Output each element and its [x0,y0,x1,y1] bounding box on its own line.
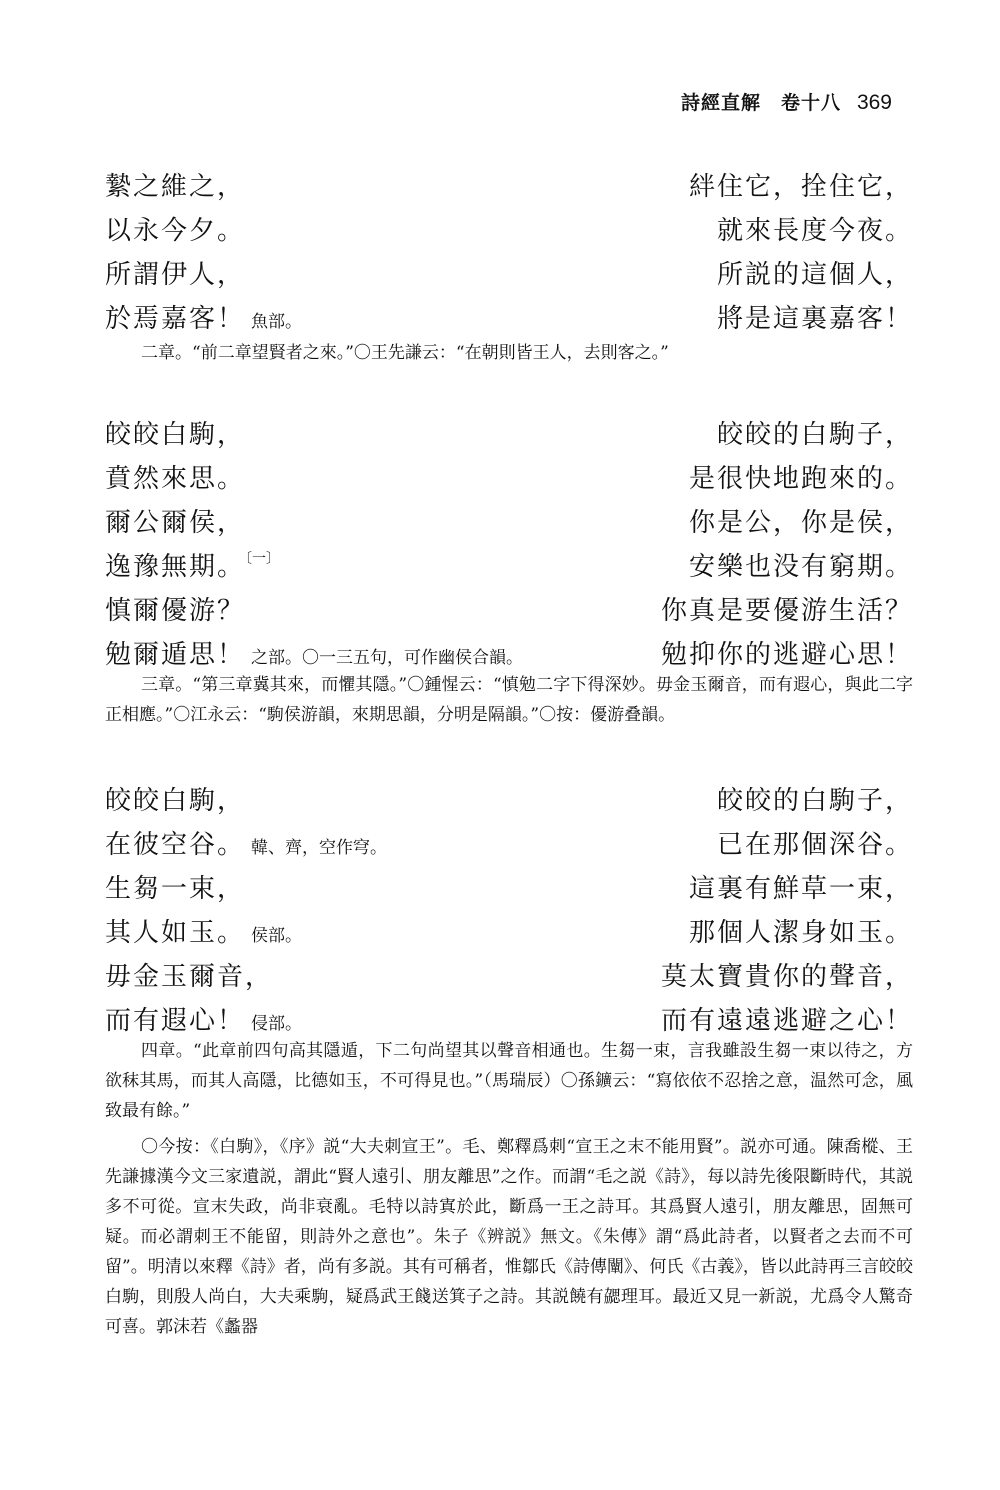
original-text: 勉爾遁思！ 之部。〇一三五句，可作幽侯合韻。 [105,640,524,670]
stanza-4 [105,780,913,1044]
commentary-paragraph: 二章。“前二章望賢者之來。”〇王先謙云：“在朝則皆王人，去則客之。” [141,343,669,363]
rhyme-note: 侯部。 [251,926,303,946]
commentary-3 [105,670,913,736]
translation-text: 將是這裏嘉客！ [716,304,913,334]
running-title: 詩經直解 卷十八 [680,92,841,114]
verse-line [105,166,913,210]
original-text: 逸豫無期。$^{〔一〕}$ [105,551,281,582]
translation-text: 皎皎的白駒子， [716,420,913,450]
original-text: 所謂伊人， [105,260,246,290]
translation-text: 就來長度今夜。 [716,216,913,246]
translation-text: 皎皎的白駒子， [716,786,913,816]
verse-line [105,868,913,912]
translation-text: 這裏有鮮草一束， [688,874,913,904]
page-header [681,88,892,115]
verse-line [105,298,913,342]
translation-text: 你真是要優游生活？ [660,596,913,626]
translation-text: 勉抑你的逃避心思！ [660,640,913,670]
verse-line [105,590,913,634]
verse-line [105,254,913,298]
stanza-2 [105,166,913,342]
original-text: 毋金玉爾音， [105,962,274,992]
page-number: 369 [856,91,892,114]
commentary-paragraph: 三章。“第三章冀其來，而懼其隱。”〇鍾惺云：“慎勉二字下得深妙。毋金玉爾音，而有遐心，與此二字正相應。”〇江永云：“駒侯游韻，來期思韻，分明是隔韻。”〇按：優游叠韻。 [105,675,913,725]
verse-line [105,912,913,956]
translation-text: 所説的這個人， [716,260,913,290]
translation-text: 安樂也没有窮期。 [688,552,913,582]
original-text: 皎皎白駒， [105,786,246,816]
original-text: 其人如玉。 侯部。 [105,918,303,948]
translation-text: 那個人潔身如玉。 [688,918,913,948]
rhyme-note: 侵部。 [251,1014,303,1034]
commentary-2 [105,338,913,374]
original-text: 以永今夕。 [105,216,246,246]
original-text: 慎爾優游？ [105,596,246,626]
commentary-paragraph: 四章。“此章前四句高其隱遁，下二句尚望其以聲音相通也。生芻一束，言我雖設生芻一束以待之，方欲秣其馬，而其人高隱，比德如玉，不可得見也。”（馬瑞辰）〇孫鑛云：“寫依依不忍捨之意，温然可念，風致最有餘。” [105,1041,913,1121]
translation-text: 莫太寶貴你的聲音， [660,962,913,992]
original-text: 在彼空谷。 韓、齊，空作穹。 [105,830,388,860]
verse-line [105,546,913,590]
verse-line [105,414,913,458]
translation-text: 你是公，你是侯， [688,508,913,538]
verse-line [105,210,913,254]
footnote-marker: 〔一〕 [245,551,281,567]
rhyme-note: 之部。〇一三五句，可作幽侯合韻。 [251,648,524,668]
original-text: 皎皎白駒， [105,420,246,450]
translation-text: 是很快地跑來的。 [688,464,913,494]
translation-text: 已在那個深谷。 [716,830,913,860]
original-text: 生芻一束， [105,874,246,904]
original-text: 縶之維之， [105,172,246,202]
original-text: 而有遐心！ 侵部。 [105,1006,303,1036]
original-text: 賁然來思。 [105,464,246,494]
original-text: 爾公爾侯， [105,508,246,538]
original-text: 於焉嘉客！ 魚部。 [105,304,303,334]
verse-line [105,956,913,1000]
rhyme-note: 魚部。 [251,312,303,332]
translation-text: 而有遠遠逃避之心！ [660,1006,913,1036]
variant-note: 韓、齊，空作穹。 [251,838,388,858]
stanza-3 [105,414,913,678]
verse-line [105,502,913,546]
verse-line [105,780,913,824]
commentary-4 [105,1036,913,1348]
translation-text: 絆住它，拴住它， [688,172,913,202]
commentary-paragraph: 〇今按：《白駒》，《序》説“大夫刺宣王”。毛、鄭釋爲刺“宣王之末不能用賢”。説亦可通。陳喬樅、王先謙據漢今文三家遺説，謂此“賢人遠引、朋友離思”之作。而謂“毛之説《詩》，每以詩先後限斷時代，其説多不可從。宣末失政，尚非衰亂。毛特以詩寘於此，斷爲一王之詩耳。其爲賢人遠引，朋友離思，固無可疑。而必謂刺王不能留，則詩外之意也”。朱子《辨説》無文。《朱傳》謂“爲此詩者，以賢者之去而不可留”。明清以來釋《詩》者，尚有多説。其有可稱者，惟鄒氏《詩傳闡》、何氏《古義》，皆以此詩再三言皎皎白駒，則殷人尚白，大夫乘駒，疑爲武王餞送箕子之詩。其説饒有勰理耳。最近又見一新説，尤爲令人驚奇可喜。郭沫若《蠡器 [105,1137,913,1337]
verse-line [105,458,913,502]
verse-line [105,824,913,868]
